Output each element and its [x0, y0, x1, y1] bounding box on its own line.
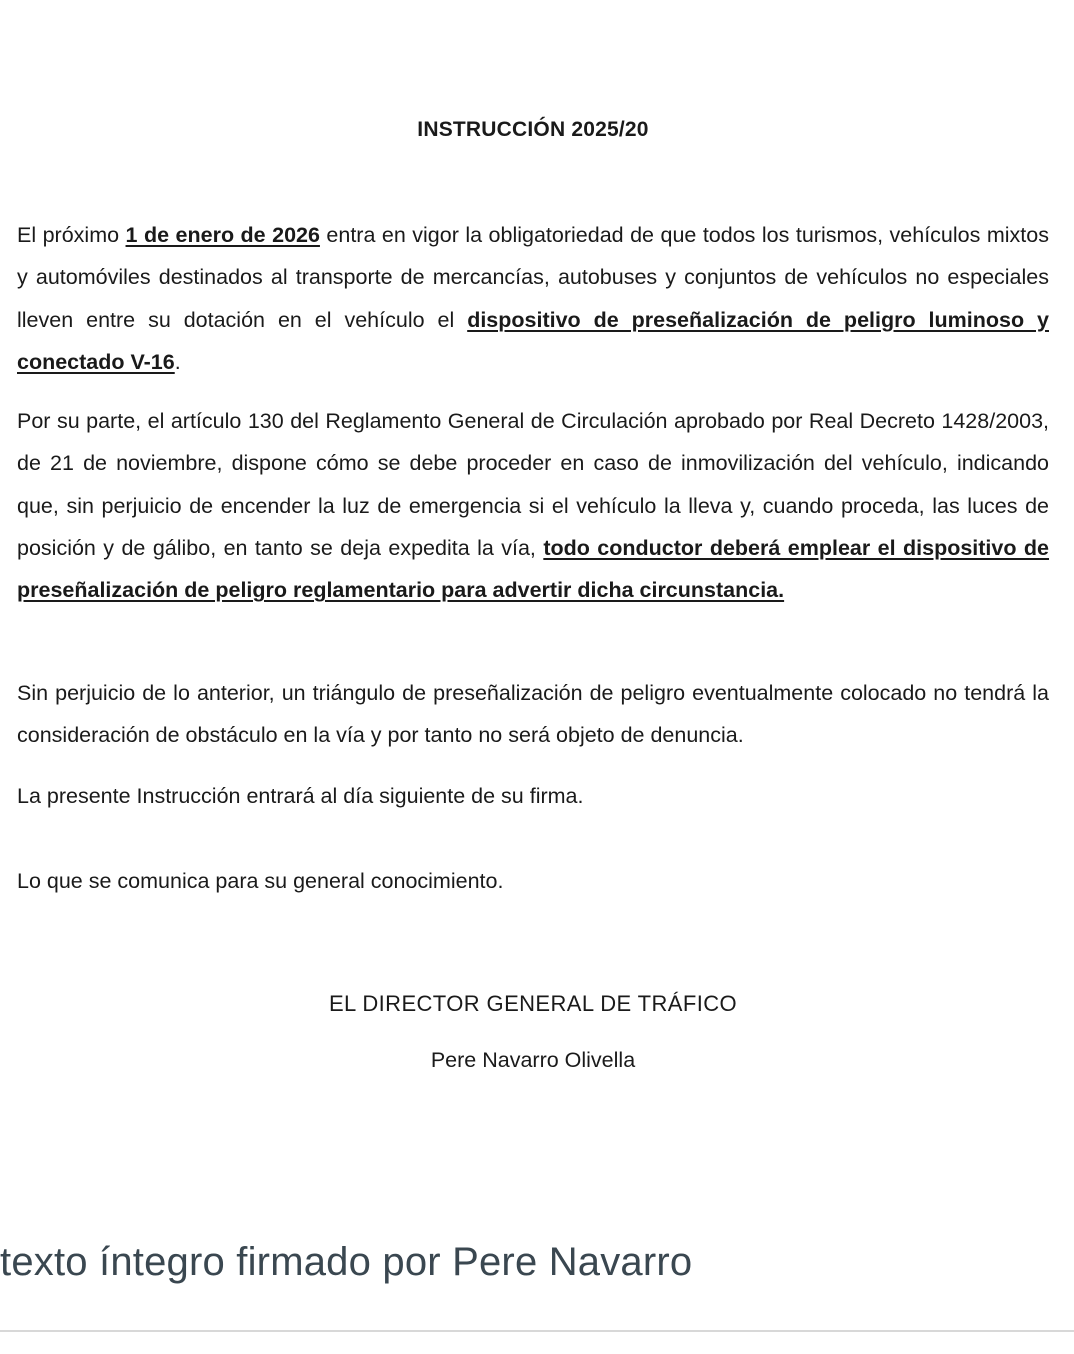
paragraph-text: entra en vigor la obligatoriedad de que todos los turismos, vehículos mixtos y automóviles destinados al transporte de mercancías, autobuses y conjuntos de vehículos no especiales lleven entre su dotación en el vehículo el — [17, 223, 1049, 332]
paragraph-text: El próximo — [17, 223, 126, 247]
paragraph-effective-date — [17, 214, 1049, 383]
driver-obligation-highlight: todo conductor deberá emplear el dispositivo de preseñalización de peligro reglamentario para advertir dicha circunstancia. — [17, 535, 1050, 603]
paragraph-text: Por su parte, el artículo 130 del Reglamento General de Circulación aprobado por Real Decreto 1428/2003, de 21 de noviembre, dispone cómo se debe proceder en caso de inmovilización del vehículo, indicando que, sin perjuicio de encender la luz de emergencia si el vehículo la lleva y, cuando proceda, las luces de posición y de gálibo, en tanto se deja expedita la vía, — [17, 409, 1049, 560]
paragraph-text: . — [174, 349, 181, 374]
document-title: INSTRUCCIÓN 2025/20 — [417, 118, 649, 141]
image-caption: texto íntegro firmado por Pere Navarro — [0, 1240, 693, 1284]
effective-date-highlight: 1 de enero de 2026 — [125, 223, 320, 247]
paragraph-entry-into-force: La presente Instrucción entrará al día siguiente de su firma. — [17, 784, 584, 808]
paragraph-triangle: Sin perjuicio de lo anterior, un triángulo de preseñalización de peligro eventualmente colocado no tendrá la consideración de obstáculo en la vía y por tanto no será objeto de denuncia. — [17, 681, 1049, 748]
divider — [0, 1330, 1074, 1332]
v16-device-highlight: dispositivo de preseñalización de peligro luminoso y conectado V-16 — [17, 307, 1049, 374]
paragraph-article-130 — [17, 400, 1049, 611]
signature-name: Pere Navarro Olivella — [430, 1048, 636, 1072]
signature-title: EL DIRECTOR GENERAL DE TRÁFICO — [328, 991, 738, 1016]
paragraph-closing: Lo que se comunica para su general conocimiento. — [17, 869, 504, 893]
